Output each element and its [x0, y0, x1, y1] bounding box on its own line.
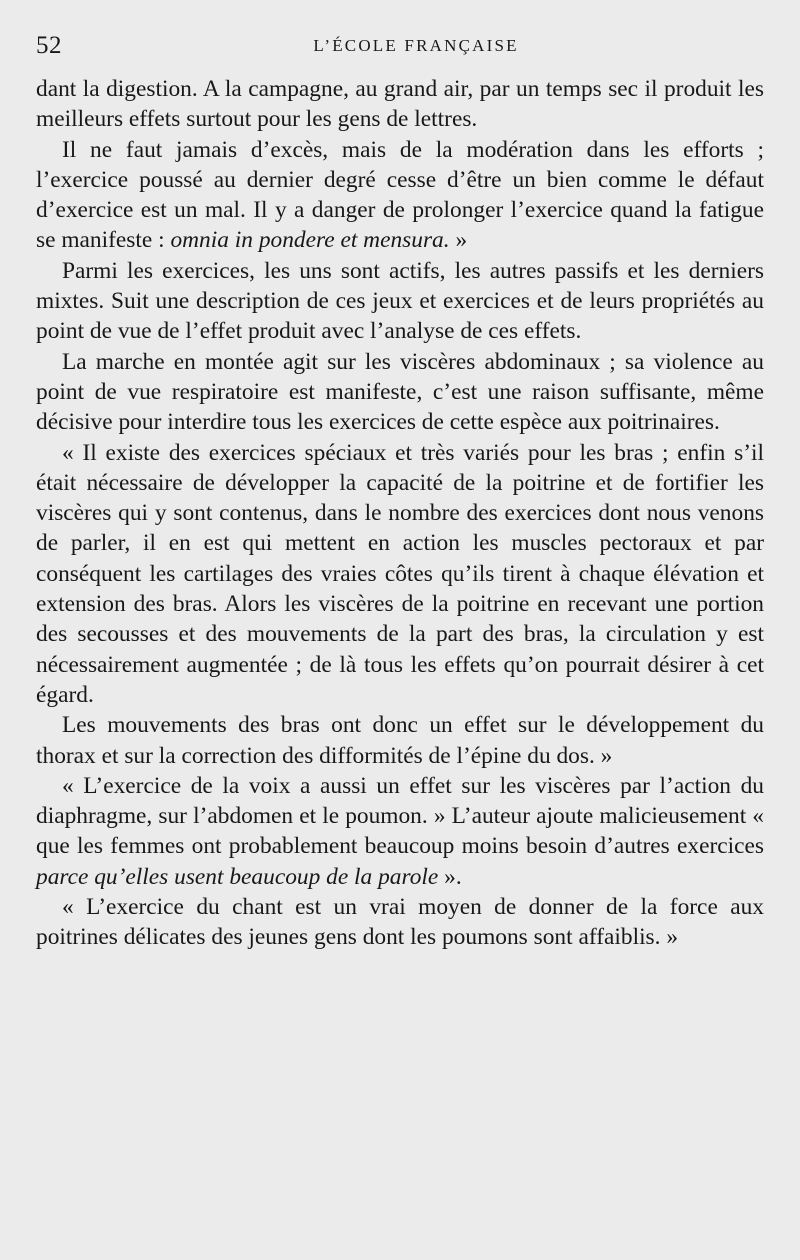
paragraph-p4: [36, 347, 764, 438]
paragraph-p8: [36, 892, 764, 953]
paragraph-p5: [36, 438, 764, 711]
page-number: 52: [36, 32, 62, 59]
paragraph-text: dant la digestion. A la campagne, au grand air, par un temps sec il produit les meilleurs effets surtout pour les gens de lettres.: [36, 76, 764, 133]
paragraph-p1: [36, 74, 764, 135]
paragraph-p3: [36, 256, 764, 347]
paragraph-text: « Il existe des exercices spéciaux et très variés pour les bras ; enfin s’il était nécessaire de développer la capacité de la poitrine et de fortifier les viscères qui y sont contenus, dans le nombre des exercices dont nous venons de parler, il en est qui mettent en action les muscles pectoraux et par conséquent les cartilages des vraies côtes qu’ils tirent à chaque élévation et extension des bras. Alors les viscères de la poitrine en recevant une portion des secousses et des mouvements de la part des bras, la circulation y est nécessairement augmentée ; de là tous les effets qu’on pourrait désirer à cet égard.: [36, 439, 764, 708]
paragraph-text: La marche en montée agit sur les viscères abdominaux ; sa violence au point de vue respiratoire est manifeste, c’est une raison suffisante, même décisive pour interdire tous les exercices de cette espèce aux poitrinaires.: [36, 348, 764, 436]
paragraph-text: Les mouvements des bras ont donc un effet sur le développement du thorax et sur la correction des difformités de l’épine du dos. »: [36, 712, 764, 769]
paragraph-p2: [36, 135, 764, 256]
paragraph-text: »: [449, 227, 468, 254]
paragraph-p7: [36, 771, 764, 892]
paragraph-text: « L’exercice du chant est un vrai moyen de donner de la force aux poitrines délicates des jeunes gens dont les poumons sont affaiblis. »: [36, 894, 764, 951]
paragraph-text: ».: [438, 863, 462, 890]
running-title: L’ÉCOLE FRANÇAISE: [313, 36, 519, 55]
paragraph-p6: [36, 710, 764, 771]
italic-text: parce qu’elles usent beaucoup de la parole: [36, 863, 439, 890]
paragraph-text: Il ne faut jamais d’excès, mais de la modération dans les efforts ; l’exercice poussé au dernier degré cesse d’être un bien comme le défaut d’exercice est un mal. Il y a danger de prolonger l’exercice quand la fatigue se manifeste :: [36, 136, 764, 254]
paragraph-text: « L’exercice de la voix a aussi un effet sur les viscères par l’action du diaphragme, sur l’abdomen et le poumon. » L’auteur ajoute malicieusement « que les femmes ont probablement beaucoup moins besoin d’autres exercices: [36, 772, 764, 860]
paragraph-text: Parmi les exercices, les uns sont actifs, les autres passifs et les derniers mixtes. Suit une description de ces jeux et exercices et de leurs propriétés au point de vue de l’effet produit avec l’analyse de ces effets.: [36, 257, 764, 345]
body-text: [36, 74, 764, 953]
italic-text: omnia in pondere et mensura.: [170, 227, 450, 254]
running-head: [36, 30, 764, 70]
